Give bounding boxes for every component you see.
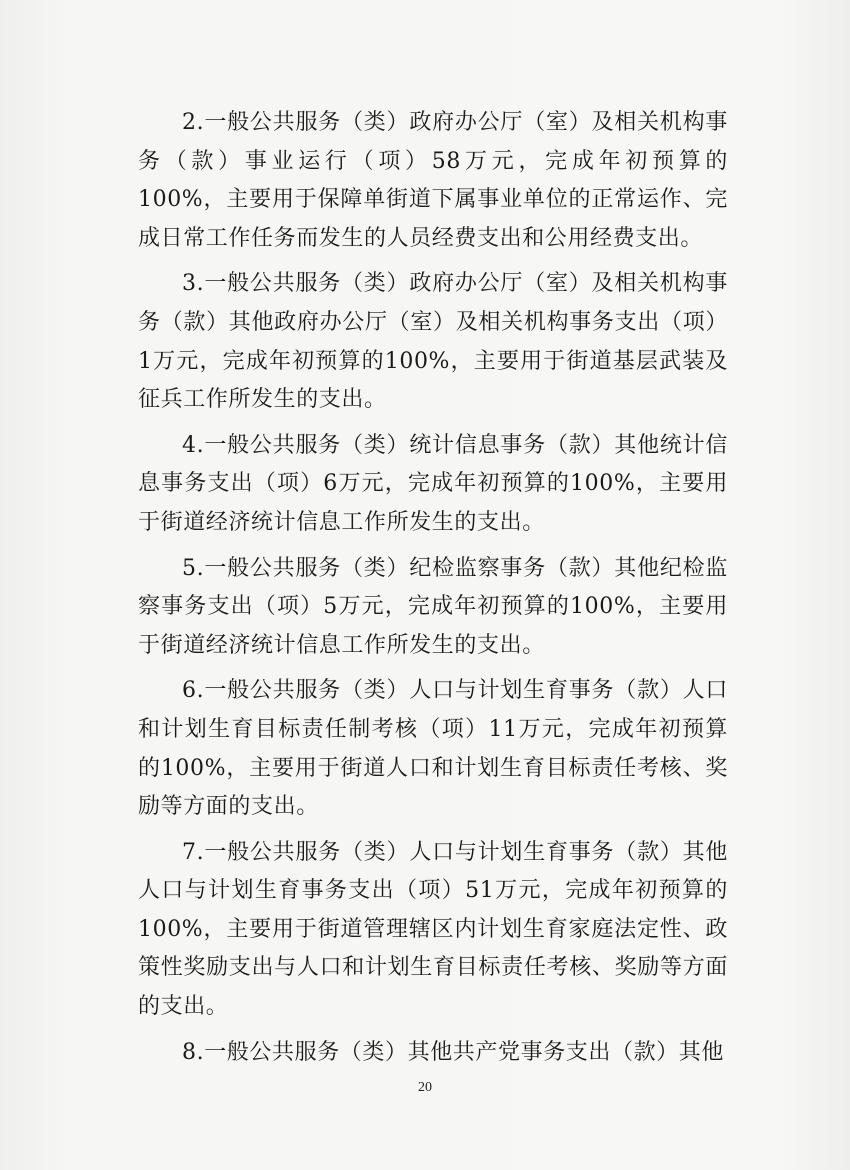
paragraph-3: 3.一般公共服务（类）政府办公厅（室）及相关机构事务（款）其他政府办公厅（室）及相关机构事务支出（项）1万元，完成年初预算的100%，主要用于街道基层武装及征兵工作所发生的支出。 bbox=[138, 271, 728, 413]
paragraph-8: 8.一般公共服务（类）其他共产党事务支出（款）其他 bbox=[182, 1039, 724, 1065]
paragraph-5: 5.一般公共服务（类）纪检监察事务（款）其他纪检监察事务支出（项）5万元，完成年初预算的100%，主要用于街道经济统计信息工作所发生的支出。 bbox=[138, 555, 728, 658]
paragraph-2: 2.一般公共服务（类）政府办公厅（室）及相关机构事务（款）事业运行（项）58万元，完成年初预算的100%，主要用于保障单街道下属事业单位的正常运作、完成日常工作任务而发生的人员经费支出和公用经费支出。 bbox=[138, 110, 728, 251]
paragraph-6: 6.一般公共服务（类）人口与计划生育事务（款）人口和计划生育目标责任制考核（项）11万元，完成年初预算的100%，主要用于街道人口和计划生育目标责任考核、奖励等方面的支出。 bbox=[138, 678, 728, 820]
paragraph-4: 4.一般公共服务（类）统计信息事务（款）其他统计信息事务支出（项）6万元，完成年初预算的100%，主要用于街道经济统计信息工作所发生的支出。 bbox=[138, 432, 728, 535]
document-body bbox=[138, 104, 728, 1079]
paragraph-7: 7.一般公共服务（类）人口与计划生育事务（款）其他人口与计划生育事务支出（项）51万元，完成年初预算的100%，主要用于街道管理辖区内计划生育家庭法定性、政策性奖励支出与人口和计划生育目标责任考核、奖励等方面的支出。 bbox=[138, 839, 728, 1020]
page-number: 20 bbox=[418, 1080, 432, 1095]
